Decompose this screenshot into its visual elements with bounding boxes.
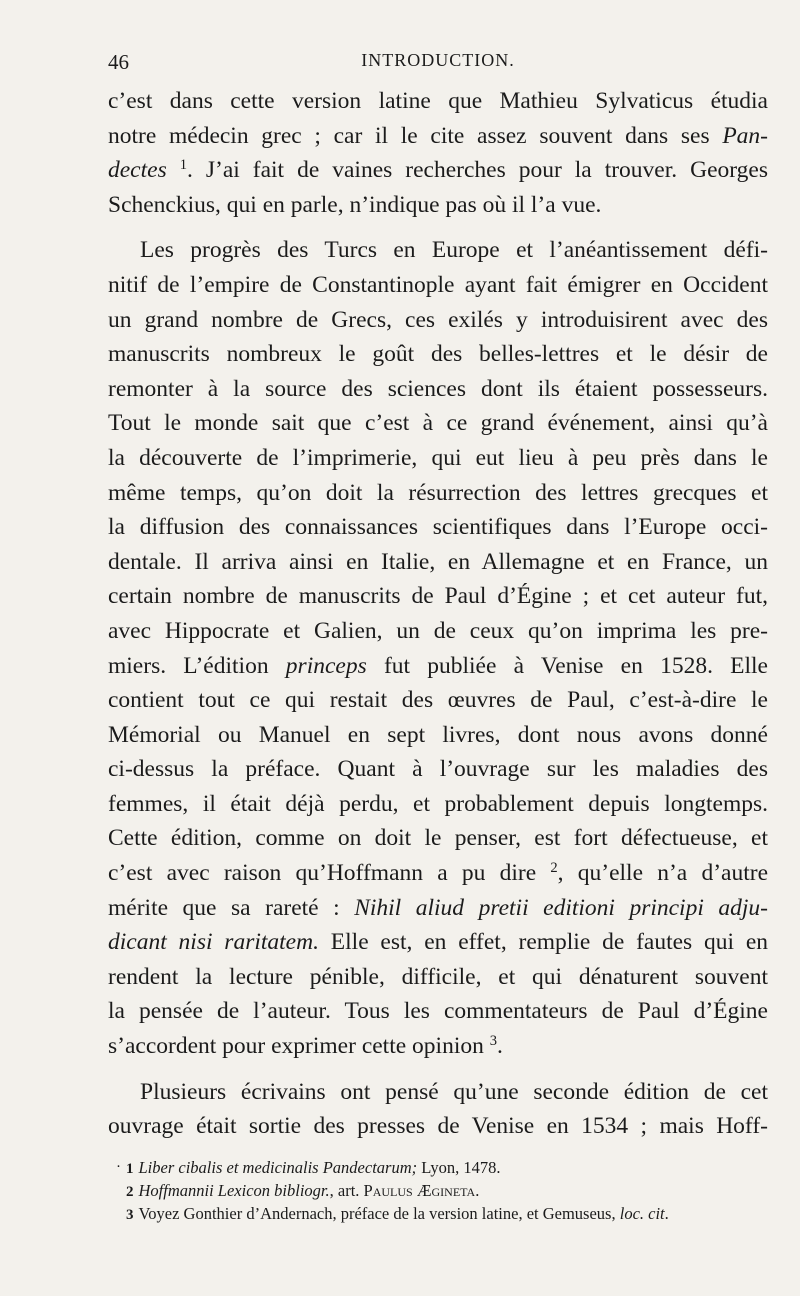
text-line: rendent la lecture pénible, difficile, et qui dénaturent souvent: [108, 963, 768, 990]
text-line: s’accordent pour exprimer cette opinion $^3$.: [108, 1033, 503, 1060]
text-line: miers. L’édition princeps fut publiée à Venise en 1528. Elle: [108, 652, 768, 679]
footnote-ref: 2: [550, 860, 558, 877]
text-line: femmes, il était déjà perdu, et probablement depuis longtemps.: [108, 790, 768, 817]
text-line: la découverte de l’imprimerie, qui eut lieu à peu près dans le: [108, 444, 768, 471]
text-line: la pensée de l’auteur. Tous les commentateurs de Paul d’Égine: [108, 998, 768, 1025]
text-line: certain nombre de manuscrits de Paul d’Égine ; et cet auteur fut,: [108, 583, 768, 610]
text-line: Tout le monde sait que c’est à ce grand événement, ainsi qu’à: [108, 410, 768, 437]
text-line: Cette édition, comme on doit le penser, est fort défectueuse, et: [108, 825, 768, 852]
text-line: notre médecin grec ; car il le cite assez souvent dans ses Pan-: [108, 122, 768, 149]
text-line: avec Hippocrate et Galien, un de ceux qu’on imprima les pre-: [108, 617, 768, 644]
text-line: la diffusion des connaissances scientifiques dans l’Europe occi-: [108, 514, 768, 541]
text-line: nitif de l’empire de Constantinople ayant fait émigrer en Occident: [108, 271, 768, 298]
text-line: manuscrits nombreux le goût des belles-lettres et le désir de: [108, 341, 768, 368]
running-head: [108, 50, 768, 78]
page-number: 46: [108, 50, 129, 74]
text-line: Les progrès des Turcs en Europe et l’anéantissement défi-: [140, 237, 768, 264]
footnote-ref: 1: [179, 157, 187, 174]
text-line: remonter à la source des sciences dont ils étaient possesseurs.: [108, 375, 768, 402]
text-line: Mémorial ou Manuel en sept livres, dont nous avons donné: [108, 721, 768, 748]
text-line: dentale. Il arriva ainsi en Italie, en Allemagne et en France, un: [108, 548, 768, 575]
text-line: dectes $^1$. J’ai fait de vaines recherches pour la trouver. Georges: [108, 157, 769, 184]
text-line: contient tout ce qui restait des œuvres de Paul, c’est-à-dire le: [108, 687, 768, 714]
text-line: c’est dans cette version latine que Mathieu Sylvaticus étudia: [108, 88, 768, 114]
footnote-1: · 1 Liber cibalis et medicinalis Pandectarum; Lyon, 1478.: [116, 1158, 501, 1177]
running-title: INTRODUCTION.: [361, 50, 515, 70]
footnotes: [116, 1156, 768, 1225]
footnote-2: 2 Hoffmannii Lexicon bibliogr., art. Paulus Ægineta.: [126, 1181, 480, 1200]
text-line: Schenckius, qui en parle, n’indique pas où il l’a vue.: [108, 191, 602, 218]
text-line: Plusieurs écrivains ont pensé qu’une seconde édition de cet: [140, 1078, 768, 1105]
text-line: mérite que sa rareté : Nihil aliud pretii editioni principi adju-: [108, 894, 769, 921]
text-line: dicant nisi raritatem. Elle est, en effet, remplie de fautes qui en: [108, 929, 768, 956]
text-line: ouvrage était sortie des presses de Venise en 1534 ; mais Hoff-: [108, 1113, 768, 1140]
text-line: ci-dessus la préface. Quant à l’ouvrage sur les maladies des: [108, 756, 768, 783]
footnote-ref: 3: [489, 1033, 498, 1050]
body-text: [108, 84, 768, 1144]
text-line: c’est avec raison qu’Hoffmann a pu dire $^2$, qu’elle n’a d’autre: [108, 860, 769, 887]
footnote-mark: ·: [116, 1159, 121, 1175]
text-line: même temps, qu’on doit la résurrection des lettres grecques et: [108, 479, 768, 506]
footnote-3: 3 Voyez Gonthier d’Andernach, préface de la version latine, et Gemuseus, loc. cit.: [126, 1204, 669, 1223]
text-line: un grand nombre de Grecs, ces exilés y introduisirent avec des: [108, 306, 768, 333]
